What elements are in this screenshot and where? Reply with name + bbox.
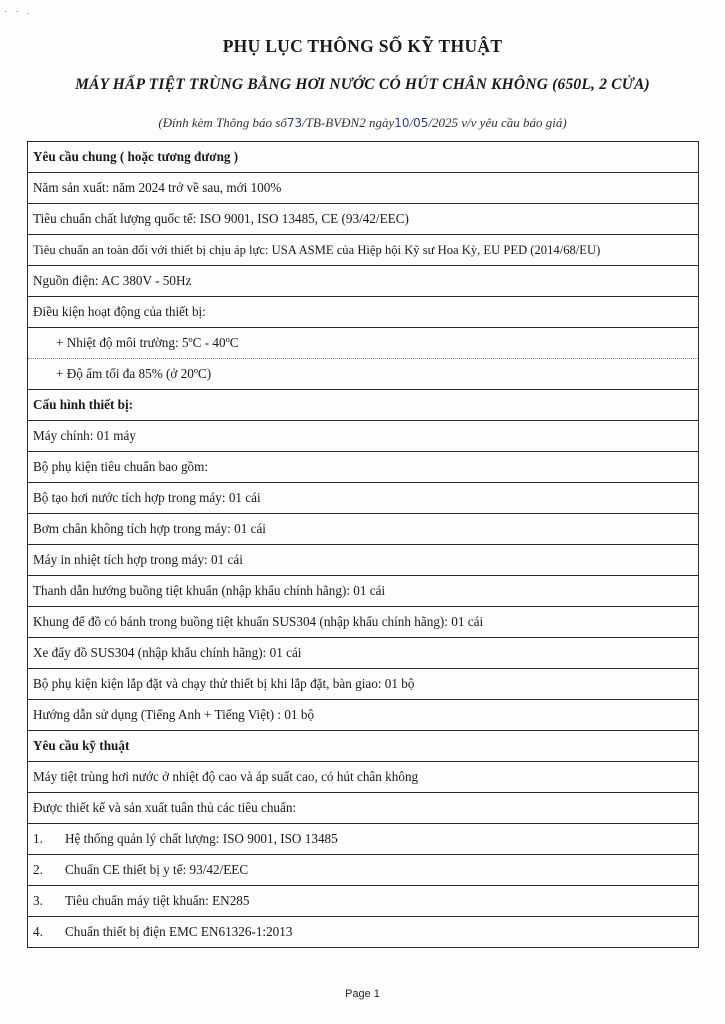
document-title: PHỤ LỤC THÔNG SỐ KỸ THUẬT: [222, 36, 503, 56]
table-cell: Xe đẩy đồ SUS304 (nhập khẩu chính hãng): 01 cái: [28, 638, 699, 669]
table-cell: Khung để đồ có bánh trong buồng tiệt khuẩn SUS304 (nhập khẩu chính hãng): 01 cái: [28, 607, 699, 638]
item-number: 1.: [33, 831, 43, 846]
table-row: [28, 452, 699, 483]
item-number: 4.: [33, 924, 43, 939]
item-number: 2.: [33, 862, 43, 877]
note-sep: /: [409, 115, 414, 130]
table-row: [28, 638, 699, 669]
table-row: [28, 204, 699, 235]
table-row: [28, 514, 699, 545]
page-number: Page 1: [345, 988, 380, 1000]
table-cell: Thanh dẫn hướng buồng tiệt khuẩn (nhập khẩu chính hãng): 01 cái: [28, 576, 699, 607]
table-cell: Bộ phụ kiện tiêu chuẩn bao gồm:: [28, 452, 699, 483]
table-row: [28, 607, 699, 638]
document-subtitle: MÁY HẤP TIỆT TRÙNG BẰNG HƠI NƯỚC CÓ HÚT CHÂN KHÔNG (650L, 2 CỬA): [75, 76, 650, 93]
table-cell: Năm sản xuất: năm 2024 trở về sau, mới 100%: [28, 173, 699, 204]
table-row: [28, 917, 699, 948]
note-mid: /TB-BVĐN2 ngày: [302, 115, 395, 130]
section-heading-config: Cấu hình thiết bị:: [28, 390, 699, 421]
table-row: [28, 142, 699, 173]
table-cell: Hướng dẫn sử dụng (Tiếng Anh + Tiếng Việt) : 01 bộ: [28, 700, 699, 731]
table-cell: Máy tiệt trùng hơi nước ở nhiệt độ cao và áp suất cao, có hút chân không: [28, 762, 699, 793]
table-cell: Điều kiện hoạt động của thiết bị:: [28, 297, 699, 328]
spec-table: [27, 141, 699, 948]
table-cell: Máy chính: 01 máy: [28, 421, 699, 452]
table-row: [28, 421, 699, 452]
handwritten-day: 10: [394, 116, 410, 130]
table-row: [28, 855, 699, 886]
table-cell: + Độ ẩm tối đa 85% (ở 20ºC): [28, 359, 699, 390]
table-cell: + Nhiệt độ môi trường: 5ºC - 40ºC: [28, 328, 699, 359]
table-row: [28, 576, 699, 607]
table-row: [28, 390, 699, 421]
table-row: [28, 793, 699, 824]
item-text: Chuẩn thiết bị điện EMC EN61326-1:2013: [65, 924, 293, 939]
table-cell: Nguồn điện: AC 380V - 50Hz: [28, 266, 699, 297]
section-heading-technical: Yêu cầu kỹ thuật: [28, 731, 699, 762]
table-row: [28, 173, 699, 204]
item-text: Hệ thống quản lý chất lượng: ISO 9001, ISO 13485: [65, 831, 338, 846]
item-text: Chuẩn CE thiết bị y tế: 93/42/EEC: [65, 862, 249, 877]
table-cell: Được thiết kế và sản xuất tuân thủ các tiêu chuẩn:: [28, 793, 699, 824]
numbered-cell: [28, 886, 699, 917]
handwritten-month: 05: [413, 116, 429, 130]
note-suffix: /2025 v/v yêu cầu báo giá): [428, 115, 567, 130]
table-row: [28, 762, 699, 793]
table-row: [28, 297, 699, 328]
item-text: Tiêu chuẩn máy tiệt khuẩn: EN285: [65, 893, 250, 908]
handwritten-number: 73: [286, 116, 303, 130]
attachment-note: [0, 115, 725, 131]
section-heading-general: Yêu cầu chung ( hoặc tương đương ): [28, 142, 699, 173]
table-cell: Bộ phụ kiện kiện lắp đặt và chạy thử thiết bị khi lắp đặt, bàn giao: 01 bộ: [28, 669, 699, 700]
table-cell: Bộ tạo hơi nước tích hợp trong máy: 01 cái: [28, 483, 699, 514]
table-row: [28, 359, 699, 390]
table-row: [28, 669, 699, 700]
scan-artifact: · · .: [4, 6, 33, 16]
item-number: 3.: [33, 893, 43, 908]
note-prefix: (Đính kèm Thông báo số: [158, 115, 287, 130]
table-cell: Tiêu chuẩn an toàn đối với thiết bị chịu áp lực: USA ASME của Hiệp hội Kỹ sư Hoa Kỳ, EU PED (2014/68/EU): [28, 235, 699, 266]
table-cell: Máy in nhiệt tích hợp trong máy: 01 cái: [28, 545, 699, 576]
table-row: [28, 545, 699, 576]
table-row: [28, 731, 699, 762]
table-row: [28, 328, 699, 359]
table-cell: Bơm chân không tích hợp trong máy: 01 cái: [28, 514, 699, 545]
table-row: [28, 483, 699, 514]
table-row: [28, 700, 699, 731]
table-row: [28, 266, 699, 297]
table-row: [28, 235, 699, 266]
table-row: [28, 886, 699, 917]
numbered-cell: [28, 917, 699, 948]
table-cell: Tiêu chuẩn chất lượng quốc tế: ISO 9001, ISO 13485, CE (93/42/EEC): [28, 204, 699, 235]
numbered-cell: [28, 855, 699, 886]
table-row: [28, 824, 699, 855]
numbered-cell: [28, 824, 699, 855]
